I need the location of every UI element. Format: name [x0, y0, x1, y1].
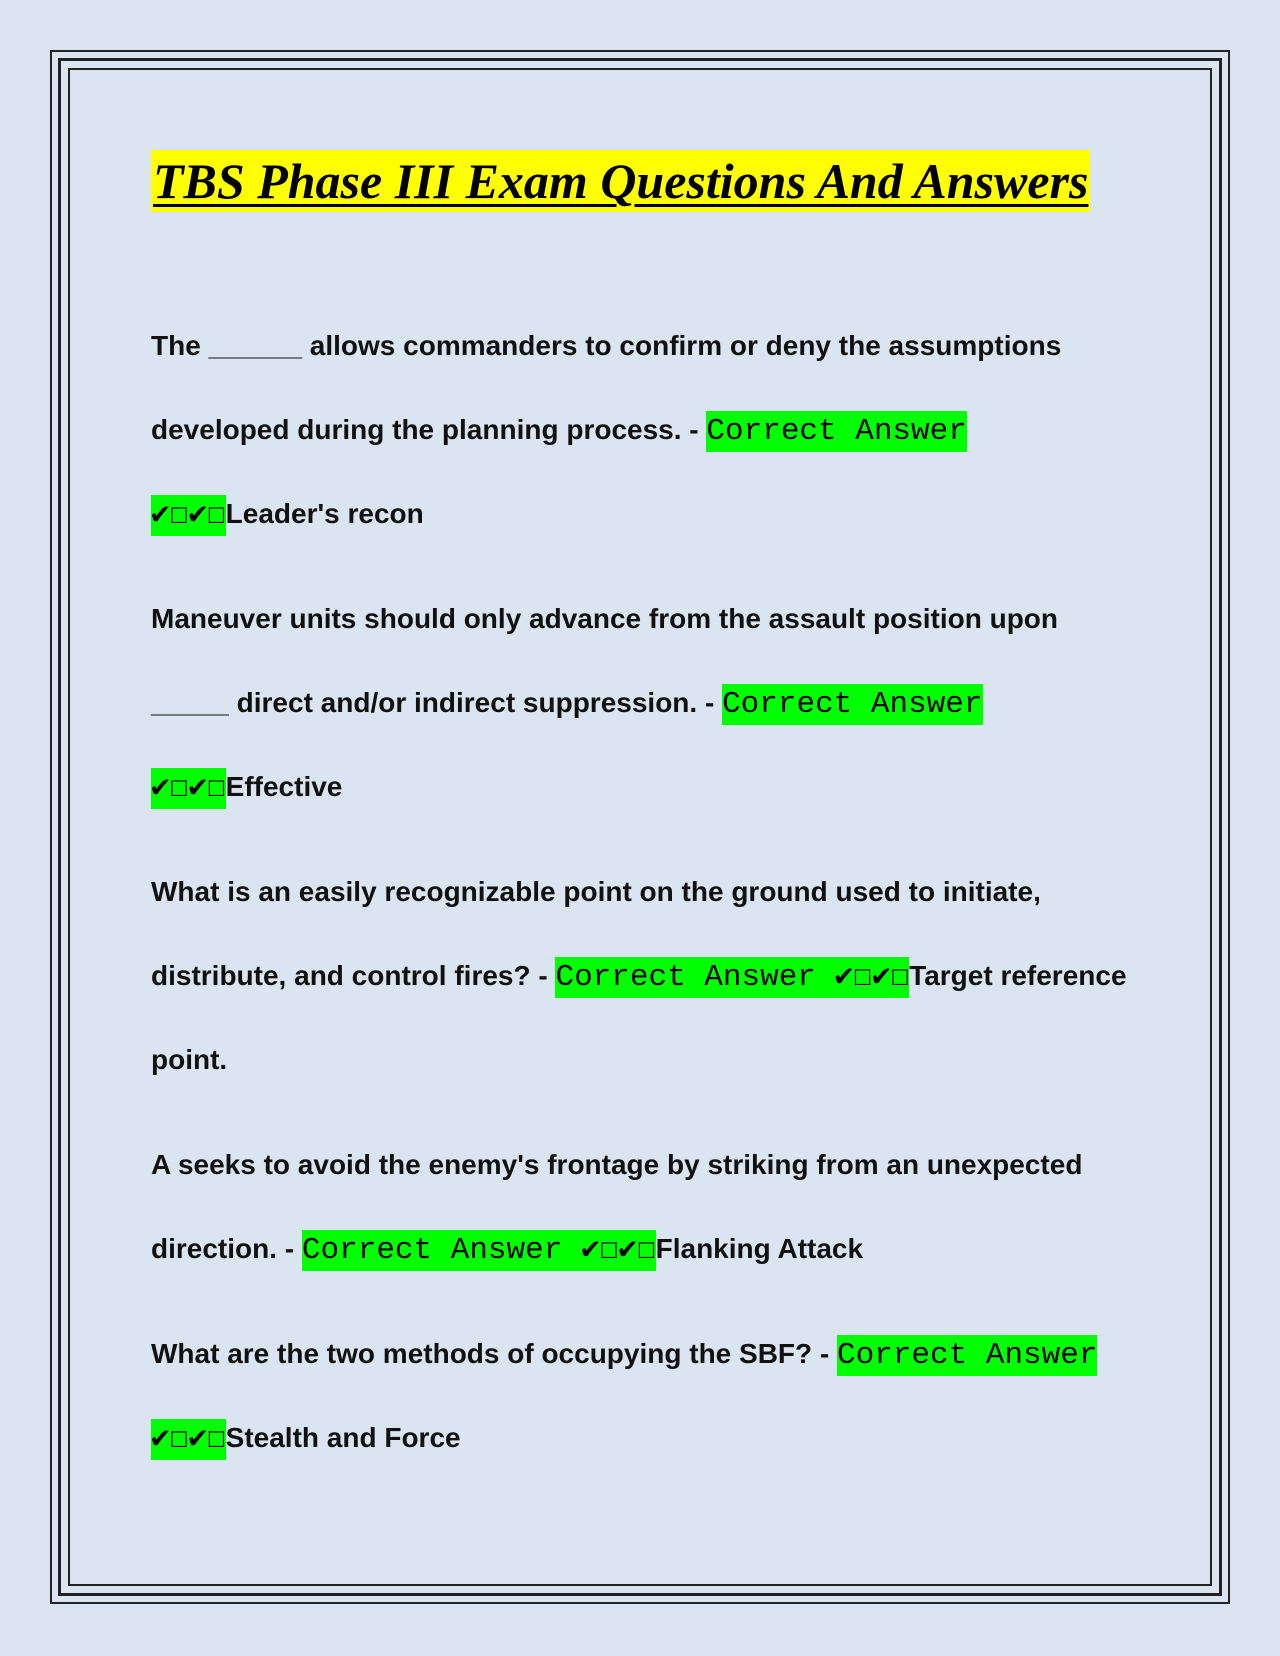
question-text: What is an easily recognizable point on the ground used to initiate, distribute, and control fires? - — [151, 876, 1041, 991]
qa-item — [151, 304, 1141, 556]
question-text: Maneuver units should only advance from the assault position upon _____ direct and/or indirect suppression. - — [151, 603, 1059, 718]
document-title: TBS Phase III Exam Questions And Answers — [151, 150, 1090, 212]
correct-answer-marker: Correct Answer ✔☐✔☐ — [555, 957, 909, 998]
correct-answer-marker: Correct Answer ✔☐✔☐ — [151, 411, 967, 536]
qa-item — [151, 1312, 1141, 1480]
correct-answer-marker: Correct Answer ✔☐✔☐ — [151, 1335, 1097, 1460]
answer-text: Effective — [225, 771, 343, 802]
qa-list — [151, 304, 1141, 1480]
qa-item — [151, 850, 1141, 1102]
question-text: The ______ allows commanders to confirm or deny the assumptions developed during the planning process. - — [151, 330, 1062, 445]
document-body — [151, 150, 1141, 1501]
correct-answer-marker: Correct Answer ✔☐✔☐ — [302, 1230, 656, 1271]
answer-text: Stealth and Force — [225, 1422, 461, 1453]
qa-item — [151, 577, 1141, 829]
answer-text: Target reference point. — [151, 960, 1127, 1075]
answer-text: Flanking Attack — [655, 1233, 864, 1264]
question-text: What are the two methods of occupying the SBF? - — [151, 1338, 838, 1369]
question-text: A seeks to avoid the enemy's frontage by striking from an unexpected direction. - — [151, 1149, 1083, 1264]
correct-answer-marker: Correct Answer ✔☐✔☐ — [151, 684, 983, 809]
qa-item — [151, 1123, 1141, 1291]
answer-text: Leader's recon — [225, 498, 424, 529]
